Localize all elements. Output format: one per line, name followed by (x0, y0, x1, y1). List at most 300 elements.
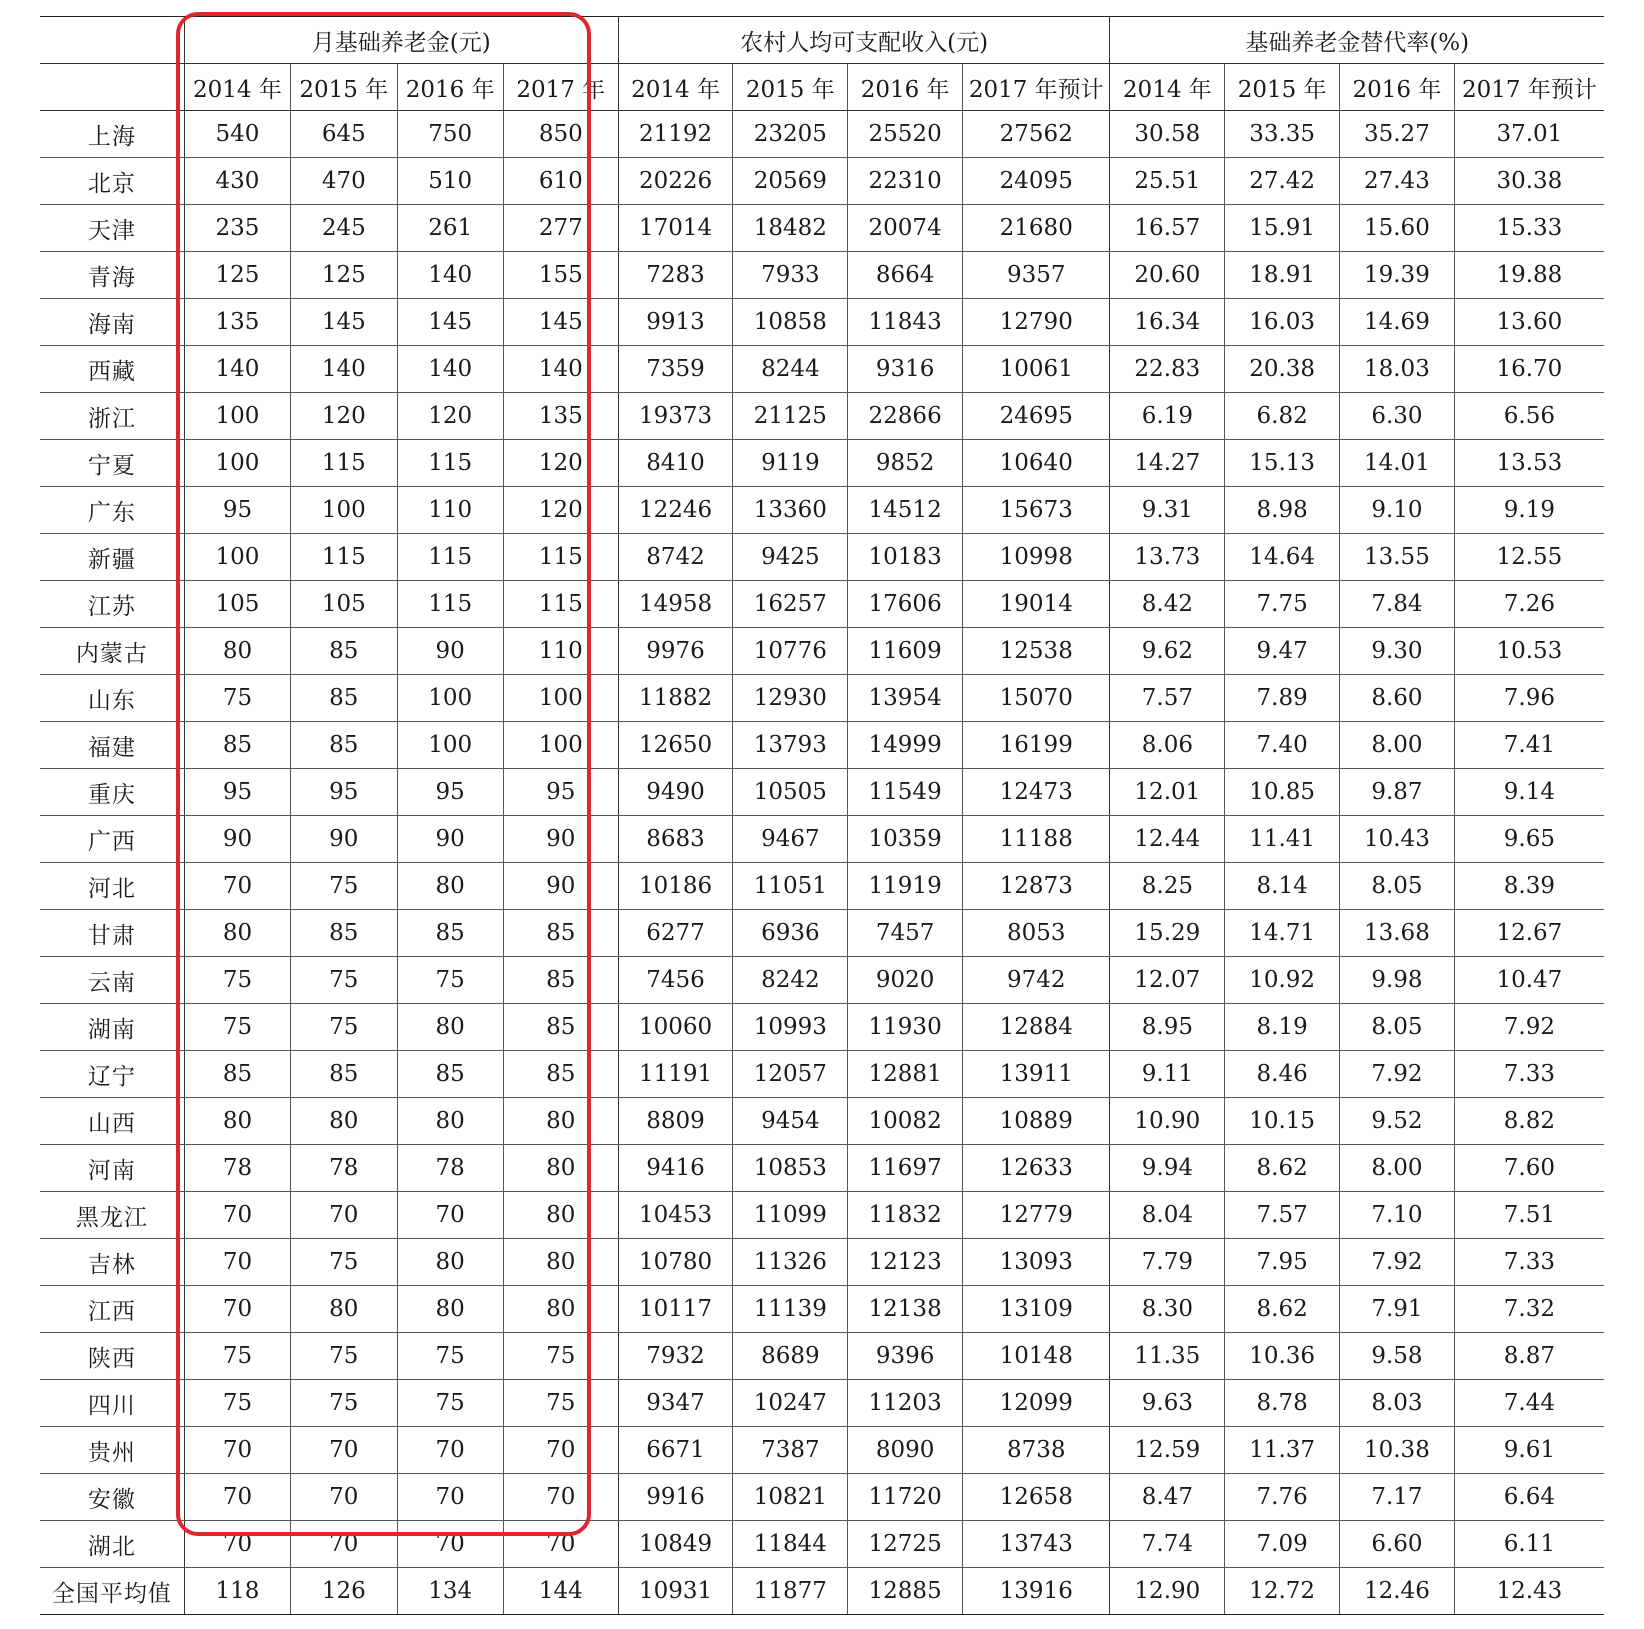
table-row (40, 1521, 1604, 1568)
value-cell: 10821 (733, 1474, 848, 1521)
value-cell: 6.19 (1110, 393, 1225, 440)
region-label: 山西 (40, 1098, 184, 1145)
value-cell: 12.46 (1340, 1568, 1455, 1615)
value-cell: 25.51 (1110, 158, 1225, 205)
value-cell: 7.44 (1454, 1380, 1604, 1427)
table-row (40, 957, 1604, 1004)
value-cell: 7456 (618, 957, 733, 1004)
value-cell: 120 (291, 393, 397, 440)
value-cell: 80 (397, 1239, 503, 1286)
value-cell: 8.00 (1340, 722, 1455, 769)
value-cell: 11877 (733, 1568, 848, 1615)
value-cell: 6.56 (1454, 393, 1604, 440)
value-cell: 75 (291, 1380, 397, 1427)
value-cell: 12.59 (1110, 1427, 1225, 1474)
value-cell: 70 (291, 1192, 397, 1239)
value-cell: 95 (291, 769, 397, 816)
value-cell: 8.78 (1225, 1380, 1340, 1427)
value-cell: 80 (397, 1098, 503, 1145)
value-cell: 75 (291, 863, 397, 910)
value-cell: 6.82 (1225, 393, 1340, 440)
value-cell: 12633 (963, 1145, 1110, 1192)
region-label: 黑龙江 (40, 1192, 184, 1239)
value-cell: 120 (503, 440, 618, 487)
value-cell: 8664 (848, 252, 963, 299)
value-cell: 11326 (733, 1239, 848, 1286)
value-cell: 18482 (733, 205, 848, 252)
value-cell: 13.55 (1340, 534, 1455, 581)
value-cell: 7457 (848, 910, 963, 957)
value-cell: 35.27 (1340, 111, 1455, 158)
table-row (40, 675, 1604, 722)
value-cell: 115 (503, 581, 618, 628)
value-cell: 6671 (618, 1427, 733, 1474)
value-cell: 750 (397, 111, 503, 158)
value-cell: 9.63 (1110, 1380, 1225, 1427)
value-cell: 610 (503, 158, 618, 205)
table-row (40, 722, 1604, 769)
value-cell: 95 (184, 769, 290, 816)
value-cell: 9.31 (1110, 487, 1225, 534)
table-row (40, 1239, 1604, 1286)
table-row (40, 393, 1604, 440)
value-cell: 9357 (963, 252, 1110, 299)
value-cell: 80 (397, 1286, 503, 1333)
region-label: 河南 (40, 1145, 184, 1192)
region-label: 湖北 (40, 1521, 184, 1568)
table-row (40, 1286, 1604, 1333)
value-cell: 13954 (848, 675, 963, 722)
value-cell: 19373 (618, 393, 733, 440)
value-cell: 22310 (848, 158, 963, 205)
value-cell: 78 (397, 1145, 503, 1192)
value-cell: 70 (184, 1286, 290, 1333)
region-label: 广东 (40, 487, 184, 534)
value-cell: 8.05 (1340, 1004, 1455, 1051)
value-cell: 7.96 (1454, 675, 1604, 722)
value-cell: 7.51 (1454, 1192, 1604, 1239)
value-cell: 11203 (848, 1380, 963, 1427)
value-cell: 13.60 (1454, 299, 1604, 346)
value-cell: 13743 (963, 1521, 1110, 1568)
table-row (40, 205, 1604, 252)
value-cell: 90 (397, 816, 503, 863)
value-cell: 100 (291, 487, 397, 534)
region-label: 河北 (40, 863, 184, 910)
value-cell: 12.43 (1454, 1568, 1604, 1615)
value-cell: 126 (291, 1568, 397, 1615)
value-cell: 12246 (618, 487, 733, 534)
region-label: 全国平均值 (40, 1568, 184, 1615)
value-cell: 10.85 (1225, 769, 1340, 816)
value-cell: 9742 (963, 957, 1110, 1004)
value-cell: 70 (397, 1427, 503, 1474)
region-label: 上海 (40, 111, 184, 158)
value-cell: 8.60 (1340, 675, 1455, 722)
value-cell: 75 (184, 1004, 290, 1051)
value-cell: 12123 (848, 1239, 963, 1286)
value-cell: 80 (291, 1098, 397, 1145)
value-cell: 8.62 (1225, 1286, 1340, 1333)
value-cell: 8.25 (1110, 863, 1225, 910)
value-cell: 10505 (733, 769, 848, 816)
value-cell: 15673 (963, 487, 1110, 534)
value-cell: 12.67 (1454, 910, 1604, 957)
value-cell: 15.60 (1340, 205, 1455, 252)
value-cell: 10998 (963, 534, 1110, 581)
value-cell: 135 (503, 393, 618, 440)
value-cell: 7.95 (1225, 1239, 1340, 1286)
value-cell: 12884 (963, 1004, 1110, 1051)
value-cell: 7.40 (1225, 722, 1340, 769)
value-cell: 90 (397, 628, 503, 675)
value-cell: 6277 (618, 910, 733, 957)
value-cell: 12.44 (1110, 816, 1225, 863)
value-cell: 13.53 (1454, 440, 1604, 487)
value-cell: 25520 (848, 111, 963, 158)
value-cell: 10082 (848, 1098, 963, 1145)
value-cell: 80 (184, 910, 290, 957)
region-label: 宁夏 (40, 440, 184, 487)
value-cell: 20.38 (1225, 346, 1340, 393)
table-row (40, 534, 1604, 581)
value-cell: 70 (291, 1474, 397, 1521)
value-cell: 27.42 (1225, 158, 1340, 205)
value-cell: 11.37 (1225, 1427, 1340, 1474)
value-cell: 85 (397, 910, 503, 957)
table-row (40, 769, 1604, 816)
value-cell: 70 (503, 1521, 618, 1568)
value-cell: 10931 (618, 1568, 733, 1615)
value-cell: 10.36 (1225, 1333, 1340, 1380)
table-row (40, 440, 1604, 487)
value-cell: 9976 (618, 628, 733, 675)
value-cell: 8.19 (1225, 1004, 1340, 1051)
value-cell: 11930 (848, 1004, 963, 1051)
value-cell: 7.17 (1340, 1474, 1455, 1521)
value-cell: 7.75 (1225, 581, 1340, 628)
value-cell: 85 (291, 722, 397, 769)
value-cell: 12099 (963, 1380, 1110, 1427)
value-cell: 8.47 (1110, 1474, 1225, 1521)
value-cell: 11843 (848, 299, 963, 346)
value-cell: 115 (503, 534, 618, 581)
value-cell: 7.79 (1110, 1239, 1225, 1286)
value-cell: 6.30 (1340, 393, 1455, 440)
value-cell: 10183 (848, 534, 963, 581)
value-cell: 7.33 (1454, 1051, 1604, 1098)
value-cell: 7.91 (1340, 1286, 1455, 1333)
value-cell: 11832 (848, 1192, 963, 1239)
value-cell: 12.07 (1110, 957, 1225, 1004)
value-cell: 17606 (848, 581, 963, 628)
year-header-cell: 2017 年 (503, 64, 618, 111)
value-cell: 19.88 (1454, 252, 1604, 299)
value-cell: 9.87 (1340, 769, 1455, 816)
region-label: 广西 (40, 816, 184, 863)
value-cell: 7359 (618, 346, 733, 393)
value-cell: 9.11 (1110, 1051, 1225, 1098)
value-cell: 85 (503, 1051, 618, 1098)
value-cell: 70 (397, 1192, 503, 1239)
region-label: 甘肃 (40, 910, 184, 957)
year-header-row (40, 64, 1604, 111)
value-cell: 15.13 (1225, 440, 1340, 487)
table-row (40, 1098, 1604, 1145)
value-cell: 10853 (733, 1145, 848, 1192)
value-cell: 8.42 (1110, 581, 1225, 628)
value-cell: 11882 (618, 675, 733, 722)
value-cell: 9.14 (1454, 769, 1604, 816)
value-cell: 115 (291, 440, 397, 487)
value-cell: 7.92 (1340, 1239, 1455, 1286)
value-cell: 9425 (733, 534, 848, 581)
value-cell: 134 (397, 1568, 503, 1615)
value-cell: 540 (184, 111, 290, 158)
value-cell: 13793 (733, 722, 848, 769)
value-cell: 9119 (733, 440, 848, 487)
value-cell: 7.89 (1225, 675, 1340, 722)
table-row (40, 111, 1604, 158)
value-cell: 850 (503, 111, 618, 158)
value-cell: 11.41 (1225, 816, 1340, 863)
value-cell: 12881 (848, 1051, 963, 1098)
value-cell: 10993 (733, 1004, 848, 1051)
value-cell: 120 (397, 393, 503, 440)
value-cell: 140 (503, 346, 618, 393)
value-cell: 70 (503, 1474, 618, 1521)
value-cell: 9316 (848, 346, 963, 393)
value-cell: 14999 (848, 722, 963, 769)
value-cell: 75 (291, 1004, 397, 1051)
value-cell: 140 (397, 346, 503, 393)
value-cell: 8.00 (1340, 1145, 1455, 1192)
value-cell: 75 (184, 1333, 290, 1380)
year-header-cell: 2014 年 (1110, 64, 1225, 111)
region-label: 江苏 (40, 581, 184, 628)
value-cell: 90 (184, 816, 290, 863)
value-cell: 7.10 (1340, 1192, 1455, 1239)
value-cell: 20.60 (1110, 252, 1225, 299)
value-cell: 70 (184, 1239, 290, 1286)
value-cell: 7.84 (1340, 581, 1455, 628)
region-label: 云南 (40, 957, 184, 1004)
value-cell: 11720 (848, 1474, 963, 1521)
year-header-cell: 2016 年 (397, 64, 503, 111)
value-cell: 20074 (848, 205, 963, 252)
value-cell: 75 (184, 1380, 290, 1427)
value-cell: 7.26 (1454, 581, 1604, 628)
year-header-cell: 2017 年预计 (1454, 64, 1604, 111)
value-cell: 100 (503, 722, 618, 769)
value-cell: 7.76 (1225, 1474, 1340, 1521)
value-cell: 18.03 (1340, 346, 1455, 393)
value-cell: 78 (184, 1145, 290, 1192)
value-cell: 11051 (733, 863, 848, 910)
value-cell: 145 (291, 299, 397, 346)
value-cell: 85 (184, 1051, 290, 1098)
value-cell: 14.27 (1110, 440, 1225, 487)
value-cell: 70 (397, 1474, 503, 1521)
value-cell: 12873 (963, 863, 1110, 910)
year-header-cell: 2014 年 (184, 64, 290, 111)
value-cell: 10.47 (1454, 957, 1604, 1004)
table-row (40, 1474, 1604, 1521)
value-cell: 10640 (963, 440, 1110, 487)
value-cell: 6936 (733, 910, 848, 957)
region-label: 陕西 (40, 1333, 184, 1380)
value-cell: 15.91 (1225, 205, 1340, 252)
value-cell: 7387 (733, 1427, 848, 1474)
value-cell: 21192 (618, 111, 733, 158)
value-cell: 75 (397, 957, 503, 1004)
value-cell: 10247 (733, 1380, 848, 1427)
value-cell: 125 (291, 252, 397, 299)
value-cell: 16199 (963, 722, 1110, 769)
group-header-row (40, 17, 1604, 64)
value-cell: 115 (397, 534, 503, 581)
region-label: 天津 (40, 205, 184, 252)
value-cell: 80 (184, 1098, 290, 1145)
value-cell: 9.47 (1225, 628, 1340, 675)
value-cell: 18.91 (1225, 252, 1340, 299)
value-cell: 8.05 (1340, 863, 1455, 910)
value-cell: 10061 (963, 346, 1110, 393)
value-cell: 80 (503, 1098, 618, 1145)
table-row (40, 581, 1604, 628)
value-cell: 9467 (733, 816, 848, 863)
value-cell: 12790 (963, 299, 1110, 346)
value-cell: 8.03 (1340, 1380, 1455, 1427)
value-cell: 70 (184, 863, 290, 910)
value-cell: 235 (184, 205, 290, 252)
value-cell: 20226 (618, 158, 733, 205)
value-cell: 12650 (618, 722, 733, 769)
value-cell: 10889 (963, 1098, 1110, 1145)
value-cell: 11697 (848, 1145, 963, 1192)
value-cell: 9347 (618, 1380, 733, 1427)
region-label: 吉林 (40, 1239, 184, 1286)
value-cell: 8.06 (1110, 722, 1225, 769)
value-cell: 11188 (963, 816, 1110, 863)
value-cell: 645 (291, 111, 397, 158)
value-cell: 80 (503, 1286, 618, 1333)
value-cell: 95 (184, 487, 290, 534)
value-cell: 12.72 (1225, 1568, 1340, 1615)
value-cell: 85 (184, 722, 290, 769)
value-cell: 12.01 (1110, 769, 1225, 816)
value-cell: 8.98 (1225, 487, 1340, 534)
table-row (40, 158, 1604, 205)
value-cell: 9.10 (1340, 487, 1455, 534)
region-label: 新疆 (40, 534, 184, 581)
value-cell: 7.60 (1454, 1145, 1604, 1192)
value-cell: 100 (503, 675, 618, 722)
region-label: 内蒙古 (40, 628, 184, 675)
value-cell: 8742 (618, 534, 733, 581)
value-cell: 70 (184, 1474, 290, 1521)
value-cell: 85 (291, 628, 397, 675)
value-cell: 12473 (963, 769, 1110, 816)
group-header-monthly-pension: 月基础养老金(元) (184, 17, 618, 64)
value-cell: 7283 (618, 252, 733, 299)
value-cell: 11191 (618, 1051, 733, 1098)
value-cell: 7.57 (1110, 675, 1225, 722)
pension-data-table (40, 16, 1604, 1615)
value-cell: 12138 (848, 1286, 963, 1333)
value-cell: 21125 (733, 393, 848, 440)
table-row (40, 910, 1604, 957)
value-cell: 16.34 (1110, 299, 1225, 346)
corner-cell (40, 17, 184, 64)
value-cell: 85 (503, 910, 618, 957)
value-cell: 8.30 (1110, 1286, 1225, 1333)
value-cell: 70 (184, 1427, 290, 1474)
value-cell: 9.62 (1110, 628, 1225, 675)
value-cell: 7.57 (1225, 1192, 1340, 1239)
value-cell: 105 (184, 581, 290, 628)
value-cell: 10117 (618, 1286, 733, 1333)
table-row (40, 1051, 1604, 1098)
value-cell: 8.87 (1454, 1333, 1604, 1380)
value-cell: 8.39 (1454, 863, 1604, 910)
year-header-cell: 2015 年 (1225, 64, 1340, 111)
value-cell: 75 (291, 957, 397, 1004)
value-cell: 16.03 (1225, 299, 1340, 346)
value-cell: 70 (397, 1521, 503, 1568)
value-cell: 75 (397, 1380, 503, 1427)
value-cell: 12885 (848, 1568, 963, 1615)
value-cell: 10186 (618, 863, 733, 910)
value-cell: 37.01 (1454, 111, 1604, 158)
value-cell: 430 (184, 158, 290, 205)
region-label: 浙江 (40, 393, 184, 440)
table-row (40, 1333, 1604, 1380)
value-cell: 6.60 (1340, 1521, 1455, 1568)
region-label: 海南 (40, 299, 184, 346)
value-cell: 23205 (733, 111, 848, 158)
value-cell: 8683 (618, 816, 733, 863)
value-cell: 7.33 (1454, 1239, 1604, 1286)
value-cell: 10.15 (1225, 1098, 1340, 1145)
value-cell: 14512 (848, 487, 963, 534)
value-cell: 85 (291, 675, 397, 722)
value-cell: 11609 (848, 628, 963, 675)
value-cell: 13109 (963, 1286, 1110, 1333)
value-cell: 510 (397, 158, 503, 205)
value-cell: 6.64 (1454, 1474, 1604, 1521)
value-cell: 15070 (963, 675, 1110, 722)
year-header-cell: 2016 年 (848, 64, 963, 111)
group-header-replacement-rate: 基础养老金替代率(%) (1110, 17, 1604, 64)
table-row (40, 1192, 1604, 1239)
value-cell: 8.82 (1454, 1098, 1604, 1145)
value-cell: 10780 (618, 1239, 733, 1286)
value-cell: 75 (397, 1333, 503, 1380)
value-cell: 95 (503, 769, 618, 816)
value-cell: 125 (184, 252, 290, 299)
value-cell: 9490 (618, 769, 733, 816)
value-cell: 8.04 (1110, 1192, 1225, 1239)
value-cell: 10.90 (1110, 1098, 1225, 1145)
value-cell: 12658 (963, 1474, 1110, 1521)
value-cell: 140 (397, 252, 503, 299)
value-cell: 8090 (848, 1427, 963, 1474)
table-row (40, 1568, 1604, 1615)
value-cell: 100 (397, 722, 503, 769)
value-cell: 13.73 (1110, 534, 1225, 581)
value-cell: 10453 (618, 1192, 733, 1239)
